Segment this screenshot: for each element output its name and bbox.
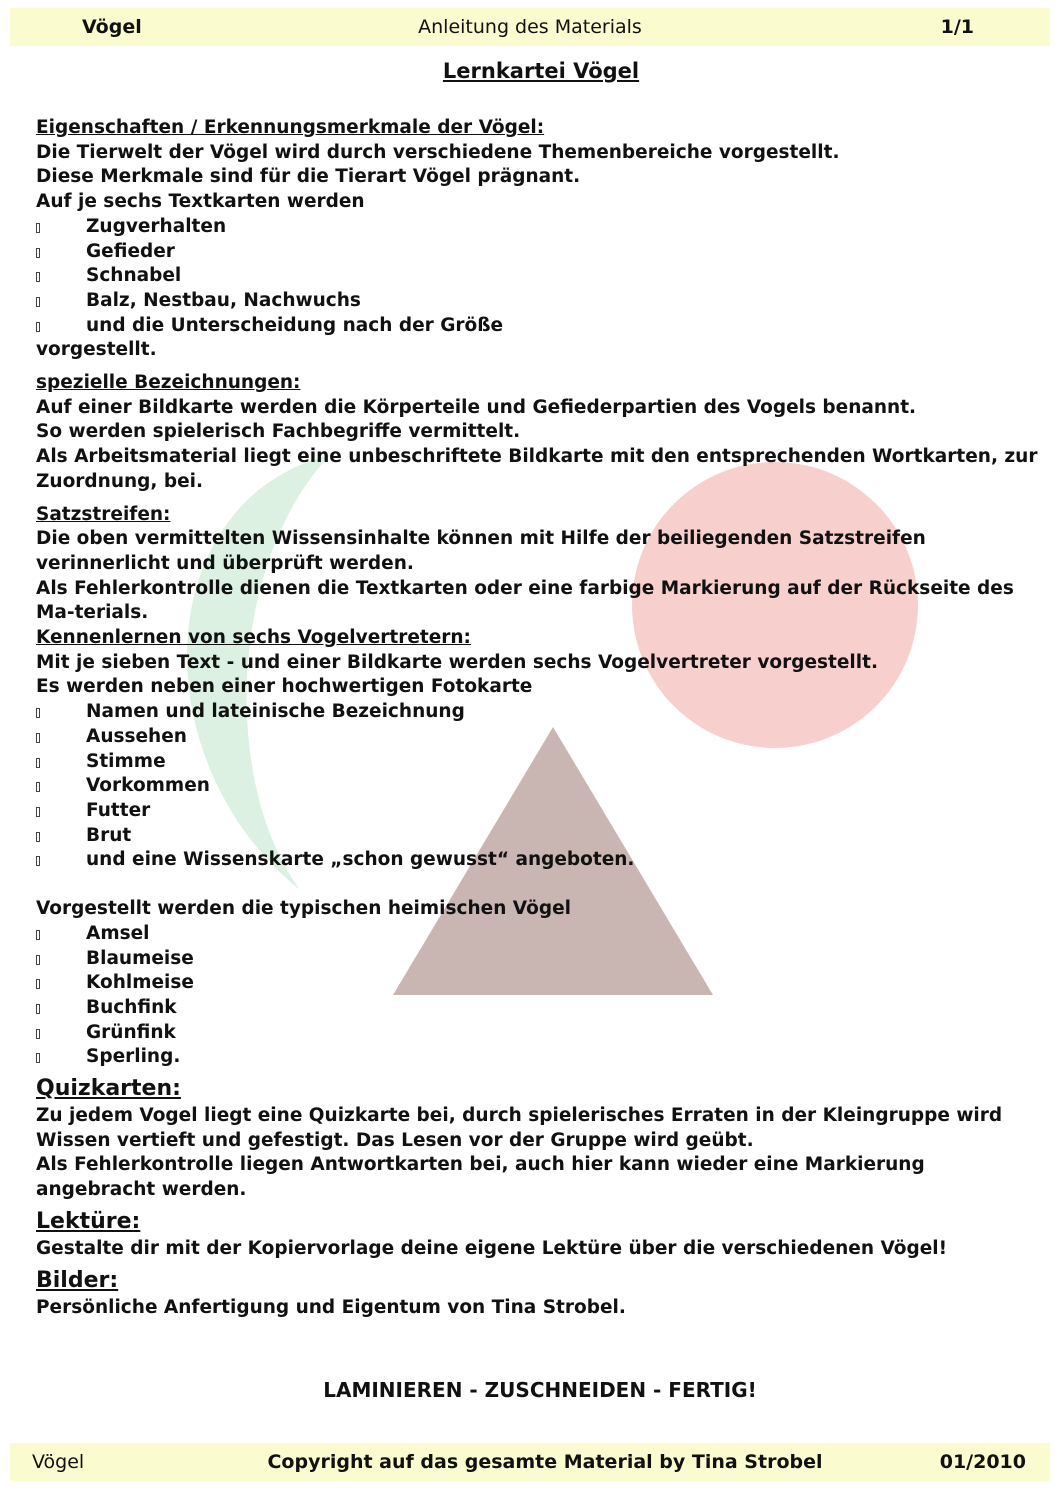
paragraph-line: Es werden neben einer hochwertigen Fotokarte bbox=[36, 676, 533, 698]
paragraph-line: So werden spielerisch Fachbegriffe vermittelt. bbox=[36, 421, 521, 443]
footer-subject: Vögel bbox=[32, 1451, 85, 1473]
bullet-icon bbox=[36, 733, 40, 743]
list-item: und eine Wissenskarte „schon gewusst“ angeboten. bbox=[36, 848, 1046, 873]
bullet-icon bbox=[36, 297, 40, 307]
list-item: Balz, Nestbau, Nachwuchs bbox=[36, 289, 1046, 314]
page-title: Lernkartei Vögel bbox=[442, 59, 640, 83]
section-heading-bezeichnungen: spezielle Bezeichnungen: bbox=[36, 372, 301, 394]
list-item: Grünfink bbox=[36, 1021, 1046, 1046]
eigenschaften-list bbox=[36, 215, 1046, 339]
section-heading-lektuere: Lektüre: bbox=[36, 1208, 141, 1234]
bullet-icon bbox=[36, 223, 40, 233]
list-item: Aussehen bbox=[36, 725, 1046, 750]
paragraph-line: Auf je sechs Textkarten werden bbox=[36, 191, 365, 213]
paragraph-line: Auf einer Bildkarte werden die Körperteile und Gefiederpartien des Vogels benannt. bbox=[36, 396, 917, 418]
paragraph-line: Gestalte dir mit der Kopiervorlage deine eigene Lektüre über die verschiedenen Vögel! bbox=[36, 1237, 948, 1259]
bullet-icon bbox=[36, 1029, 40, 1039]
paragraph-line: Persönliche Anfertigung und Eigentum von Tina Strobel. bbox=[36, 1296, 626, 1318]
bullet-icon bbox=[36, 856, 40, 866]
paragraph-line: Vorgestellt werden die typischen heimischen Vögel bbox=[36, 898, 571, 920]
bullet-icon bbox=[36, 1004, 40, 1014]
list-item: Gefieder bbox=[36, 240, 1046, 265]
list-item: und die Unterscheidung nach der Größe bbox=[36, 314, 1046, 339]
bullet-icon bbox=[36, 708, 40, 718]
section-heading-eigenschaften: Eigenschaften / Erkennungsmerkmale der Vögel: bbox=[36, 117, 545, 138]
section-heading-vertreter: Kennenlernen von sechs Vogelvertretern: bbox=[36, 627, 471, 649]
paragraph-line: Die Tierwelt der Vögel wird durch verschiedene Themenbereiche vorgestellt. bbox=[36, 141, 840, 163]
bullet-icon bbox=[36, 782, 40, 792]
list-item: Namen und lateinische Bezeichnung bbox=[36, 700, 1046, 725]
header-page-number: 1/1 bbox=[940, 16, 974, 38]
list-item: Stimme bbox=[36, 750, 1046, 775]
section-heading-bilder: Bilder: bbox=[36, 1267, 119, 1293]
list-item: Sperling. bbox=[36, 1045, 1046, 1070]
list-item: Amsel bbox=[36, 922, 1046, 947]
list-item: Zugverhalten bbox=[36, 215, 1046, 240]
voegel-list bbox=[36, 922, 1046, 1070]
final-instruction: LAMINIEREN - ZUSCHNEIDEN - FERTIG! bbox=[323, 1378, 757, 1402]
bullet-icon bbox=[36, 930, 40, 940]
header-title: Anleitung des Materials bbox=[418, 16, 642, 38]
section-heading-quiz: Quizkarten: bbox=[36, 1076, 181, 1102]
list-item: Vorkommen bbox=[36, 774, 1046, 799]
bullet-icon bbox=[36, 758, 40, 768]
page-header bbox=[10, 8, 1050, 46]
paragraph-line: Als Fehlerkontrolle dienen die Textkarten oder eine farbige Markierung auf der Rückseite des Ma-terials. bbox=[36, 577, 1014, 624]
list-item: Brut bbox=[36, 824, 1046, 849]
list-item: Schnabel bbox=[36, 264, 1046, 289]
paragraph-line: Als Arbeitsmaterial liegt eine unbeschriftete Bildkarte mit den entsprechenden Wortkarten, zur Zuordnung, bei. bbox=[36, 446, 1038, 492]
bullet-icon bbox=[36, 955, 40, 965]
list-item: Blaumeise bbox=[36, 947, 1046, 972]
paragraph-line: Diese Merkmale sind für die Tierart Vögel prägnant. bbox=[36, 166, 581, 188]
bullet-icon bbox=[36, 807, 40, 817]
bullet-icon bbox=[36, 322, 40, 332]
vertreter-list bbox=[36, 700, 1046, 873]
page-footer bbox=[10, 1443, 1050, 1481]
bullet-icon bbox=[36, 272, 40, 282]
paragraph-line: Zu jedem Vogel liegt eine Quizkarte bei, durch spielerisches Erraten in der Kleingruppe wird Wissen vertieft und gefestigt. Das Lesen vor der Gruppe wird geübt. bbox=[36, 1105, 1003, 1151]
bullet-icon bbox=[36, 979, 40, 989]
header-subject: Vögel bbox=[82, 16, 142, 38]
paragraph-line: Die oben vermittelten Wissensinhalte können mit Hilfe der beiliegenden Satzstreifen verinnerlicht und überprüft werden. bbox=[36, 528, 926, 574]
bullet-icon bbox=[36, 832, 40, 842]
paragraph-line: vorgestellt. bbox=[36, 339, 157, 361]
section-heading-satzstreifen: Satzstreifen: bbox=[36, 503, 171, 525]
paragraph-line: Als Fehlerkontrolle liegen Antwortkarten bei, auch hier kann wieder eine Markierung angebracht werden. bbox=[36, 1154, 925, 1201]
footer-copyright: Copyright auf das gesamte Material by Tina Strobel bbox=[267, 1451, 823, 1473]
bullet-icon bbox=[36, 248, 40, 258]
footer-date: 01/2010 bbox=[939, 1451, 1026, 1473]
paragraph-line: Mit je sieben Text - und einer Bildkarte werden sechs Vogelvertreter vorgestellt. bbox=[36, 651, 878, 673]
bullet-icon bbox=[36, 1053, 40, 1063]
list-item: Futter bbox=[36, 799, 1046, 824]
list-item: Kohlmeise bbox=[36, 971, 1046, 996]
document-body bbox=[36, 56, 1046, 1320]
list-item: Buchfink bbox=[36, 996, 1046, 1021]
